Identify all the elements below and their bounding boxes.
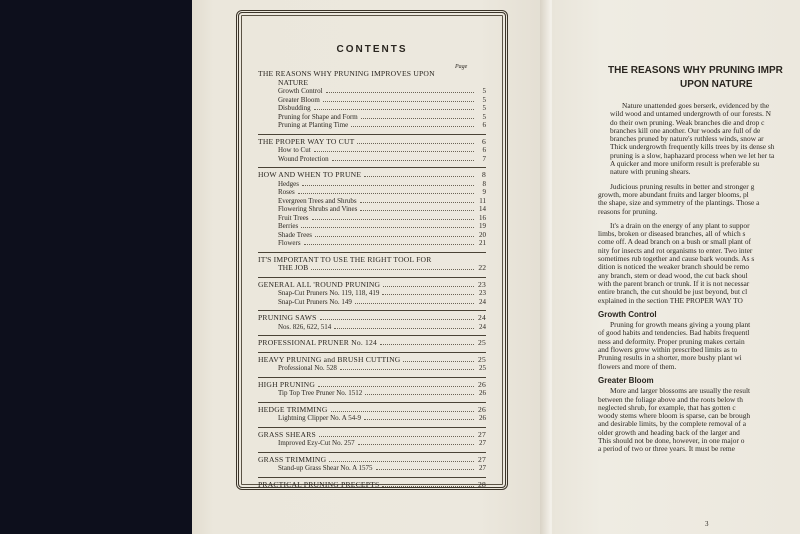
text-line: wild wood and untamed undergrowth of our forests. N (610, 109, 771, 119)
toc-page-number: 6 (482, 121, 486, 129)
toc-leader-dots (364, 176, 474, 177)
toc-page-number: 6 (482, 136, 486, 146)
toc-page-number: 26 (478, 404, 486, 414)
toc-entry-title: Stand-up Grass Shear No. A 1575 (278, 464, 373, 472)
toc-leader-dots (382, 486, 474, 487)
text-line: entire branch, the cut should be just beyond, but cl (598, 287, 748, 297)
toc-entry-title: Nos. 826, 622, 514 (278, 322, 332, 331)
toc-subentry (258, 205, 486, 214)
toc-entry-title: PROFESSIONAL PRUNER No. 124 (258, 338, 378, 347)
toc-leader-dots (355, 303, 474, 304)
page-column-header: Page (455, 64, 468, 70)
text-line: branches kill one another. Our woods are full of de (610, 125, 761, 135)
toc-subentry (258, 239, 486, 248)
toc-page-number: 26 (479, 389, 486, 397)
toc-leader-dots (383, 286, 474, 287)
text-line: neglected shrub, for example, that has gotten c (598, 402, 736, 412)
text-line: woody stems where bloom is sparse, can be brough (598, 411, 751, 421)
toc-page-number: 24 (479, 322, 486, 331)
text-line: older growth and heading back of the larger and (598, 427, 740, 437)
toc-entry-title: Pruning at Planting Time (278, 121, 349, 129)
toc-divider (258, 477, 486, 478)
text-line: Pruning for growth means giving a young plant (610, 320, 751, 330)
toc-page-number: 25 (478, 338, 486, 347)
chapter-title-line: THE REASONS WHY PRUNING IMPR (608, 65, 783, 76)
paragraph-2 (598, 183, 800, 216)
toc-entry (258, 431, 486, 440)
toc-page-number: 5 (482, 95, 486, 104)
toc-entry-title: IT'S IMPORTANT TO USE THE RIGHT TOOL FOR (258, 254, 432, 264)
toc-page-number: 23 (478, 279, 486, 289)
toc-entry-title: Improved Ezy-Cut No. 257 (278, 439, 355, 447)
toc-leader-dots (382, 294, 474, 295)
toc-entry-title: HOW AND WHEN TO PRUNE (258, 170, 362, 179)
toc-leader-dots (376, 469, 475, 470)
toc-divider (258, 277, 486, 278)
toc-leader-dots (332, 160, 474, 161)
text-line: pruning is a slow, haphazard process when we let her ta (610, 150, 775, 160)
toc-leader-dots (298, 193, 474, 194)
toc-page-number: 27 (479, 439, 486, 447)
toc-page-number: 28 (478, 479, 486, 489)
toc-page-number: 6 (482, 146, 486, 154)
toc-subentry (258, 104, 486, 113)
toc-page-number: 22 (478, 263, 486, 272)
toc-page-number: 5 (482, 112, 486, 121)
toc-entry-title: Wound Protection (278, 154, 329, 163)
section-heading-growth-control: Growth Control (598, 309, 657, 319)
toc-entry-title: Flowering Shrubs and Vines (278, 205, 358, 213)
toc-page-number: 8 (482, 170, 486, 179)
text-line: limbs, broken or diseased branches, all of which s (598, 229, 746, 239)
toc-subentry (258, 439, 486, 448)
toc-entry-title: Fruit Trees (278, 213, 309, 222)
toc-subentry (258, 121, 486, 130)
toc-entry-title: THE PROPER WAY TO CUT (258, 136, 355, 146)
toc-page-number: 24 (478, 313, 486, 322)
toc-subentry (258, 96, 486, 105)
toc-leader-dots (334, 328, 474, 329)
toc-subentry (258, 155, 486, 164)
toc-page-number: 9 (482, 188, 486, 196)
toc-divider (258, 352, 486, 353)
toc-entry-title: Tip Top Tree Pruner No. 1512 (278, 389, 363, 397)
paragraph-intro (598, 102, 800, 177)
text-line: dition is noticed the weaker branch should be remo (598, 262, 750, 272)
paragraph-5 (598, 387, 800, 453)
toc-entry (258, 171, 486, 180)
toc-divider (258, 252, 486, 253)
toc-leader-dots (365, 394, 474, 395)
text-line: More and larger blossoms are usually the result (610, 386, 751, 396)
page-number: 3 (705, 520, 709, 528)
toc-page-number: 11 (479, 196, 486, 205)
text-line: It's a drain on the energy of any plant to suppor (610, 220, 750, 230)
toc-entry-title: Evergreen Trees and Shrubs (278, 196, 357, 205)
toc-page-number: 21 (479, 239, 486, 247)
text-line: and desirable limits, by the complete removal of a (598, 419, 746, 429)
toc-entry (258, 264, 486, 273)
text-line: This should not be done, however, in one major o (598, 435, 745, 445)
toc-leader-dots (323, 101, 474, 102)
toc-entry-title: HEAVY PRUNING and BRUSH CUTTING (258, 354, 401, 364)
toc-leader-dots (302, 185, 474, 186)
toc-divider (258, 452, 486, 453)
text-line: any branch, stem or dead wood, the cut back shoul (598, 270, 748, 280)
toc-leader-dots (357, 143, 474, 144)
toc-page-number: 8 (482, 179, 486, 188)
toc-leader-dots (301, 227, 474, 228)
text-line: of good habits and tendencies. Bad habits frequentl (598, 328, 750, 338)
paragraph-4 (598, 321, 800, 371)
toc-leader-dots (315, 236, 474, 237)
toc-leader-dots (326, 92, 474, 93)
toc-entry-title: GENERAL ALL 'ROUND PRUNING (258, 279, 381, 289)
chapter-title-line: UPON NATURE (680, 79, 753, 90)
toc-entry-title: THE JOB (278, 263, 309, 272)
toc-subentry (258, 231, 486, 240)
toc-entry-title: Hedges (278, 179, 299, 188)
toc-entry (258, 356, 486, 365)
toc-subentry (258, 87, 486, 96)
toc-entry-title: THE REASONS WHY PRUNING IMPROVES UPON (258, 69, 435, 78)
chapter-title (608, 64, 800, 92)
toc-leader-dots (314, 151, 474, 152)
toc-leader-dots (403, 361, 474, 362)
text-line: explained in the section THE PROPER WAY TO (598, 295, 743, 305)
toc-page-number: 14 (479, 205, 486, 213)
toc-entry (258, 456, 486, 465)
toc-subentry (258, 222, 486, 231)
toc-divider (258, 310, 486, 311)
toc-page-number: 16 (479, 213, 486, 222)
text-line: with the parent branch or trunk. If it is not necessar (598, 278, 750, 288)
toc-divider (258, 167, 486, 168)
text-line: between the foliage above and the roots below th (598, 394, 743, 404)
toc-subentry (258, 180, 486, 189)
toc-leader-dots (380, 344, 474, 345)
toc-subentry (258, 289, 486, 298)
toc-entry-title: Pruning for Shape and Form (278, 112, 358, 121)
text-line: flowers and more of them. (598, 361, 677, 371)
toc-entry-title: PRACTICAL PRUNING PRECEPTS (258, 479, 380, 489)
toc-subentry (258, 113, 486, 122)
toc-page-number: 5 (482, 104, 486, 112)
chapter-body (598, 102, 800, 460)
toc-leader-dots (320, 319, 474, 320)
toc-subentry (258, 389, 486, 398)
toc-subentry (258, 323, 486, 332)
toc-entry-title: Growth Control (278, 87, 323, 95)
toc-divider (258, 134, 486, 135)
toc-entry-title: Shade Trees (278, 230, 313, 239)
text-line: Thick undergrowth frequently kills trees by its dense sh (610, 142, 775, 152)
toc-leader-dots (312, 219, 474, 220)
toc-leader-dots (331, 411, 474, 412)
toc-entry (258, 381, 486, 390)
toc-leader-dots (358, 444, 474, 445)
toc-entry-title: NATURE (278, 77, 308, 87)
toc-leader-dots (360, 202, 474, 203)
toc-leader-dots (351, 126, 474, 127)
toc-entry-title: HIGH PRUNING (258, 379, 316, 389)
toc-entry-title: Disbudding (278, 104, 311, 112)
text-line: A quicker and more uniform result is preferable su (610, 159, 760, 169)
text-line: branches pruned by nature's ruthless winds, snow ar (610, 134, 764, 144)
toc-page-number: 27 (478, 429, 486, 439)
toc-entry-title: Professional No. 528 (278, 364, 337, 372)
toc-entry-title: GRASS TRIMMING (258, 454, 327, 464)
toc-page-number: 26 (479, 414, 486, 422)
toc-subentry (258, 364, 486, 373)
toc-entry (258, 314, 486, 323)
text-line: and flowers grow within prescribed limits as to (598, 345, 738, 355)
toc-subentry (258, 464, 486, 473)
toc-entry (258, 481, 486, 490)
toc-divider (258, 335, 486, 336)
toc-leader-dots (319, 436, 474, 437)
toc-subentry (258, 146, 486, 155)
toc-subentry (258, 188, 486, 197)
text-line: the shape, size and symmetry of the plantings. Those a (598, 198, 760, 208)
table-of-contents (258, 70, 486, 489)
toc-entry (258, 281, 486, 290)
toc-leader-dots (340, 369, 474, 370)
toc-entry (258, 79, 486, 88)
text-line: growth, more abundant fruits and larger blooms, pl (598, 189, 749, 199)
contents-title: CONTENTS (336, 44, 408, 55)
text-line: Judicious pruning results in better and stronger g (610, 181, 755, 191)
toc-entry-title: Flowers (278, 239, 301, 247)
toc-entry-title: HEDGE TRIMMING (258, 404, 328, 414)
toc-entry-title: Berries (278, 222, 299, 230)
toc-page-number: 25 (479, 364, 486, 372)
section-heading-greater-bloom: Greater Bloom (598, 375, 654, 385)
toc-page-number: 26 (478, 379, 486, 389)
toc-leader-dots (364, 419, 474, 420)
toc-subentry (258, 197, 486, 206)
text-line: ness and deformity. Proper pruning makes certain (598, 336, 745, 346)
text-line: do their own pruning. Weak branches die and drop c (610, 117, 765, 127)
toc-entry-title: Lightning Clipper No. A 54-9 (278, 414, 362, 422)
toc-leader-dots (360, 210, 474, 211)
toc-divider (258, 377, 486, 378)
toc-entry-title: Snap-Cut Pruners No. 119, 118, 419 (278, 289, 380, 297)
toc-page-number: 5 (482, 87, 486, 95)
toc-entry-title: PRUNING SAWS (258, 313, 317, 322)
toc-leader-dots (314, 109, 474, 110)
toc-page-number: 7 (482, 154, 486, 163)
toc-entry-title: Greater Bloom (278, 95, 320, 104)
text-line: come off. A dead branch on a bush or small plant of (598, 237, 751, 247)
toc-page-number: 25 (478, 354, 486, 364)
text-line: reasons for pruning. (598, 206, 658, 216)
toc-leader-dots (311, 269, 474, 270)
toc-leader-dots (329, 461, 474, 462)
toc-entry-title: Snap-Cut Pruners No. 149 (278, 297, 352, 306)
toc-entry (258, 406, 486, 415)
toc-divider (258, 402, 486, 403)
toc-page-number: 19 (479, 222, 486, 230)
toc-entry-title: GRASS SHEARS (258, 429, 316, 439)
toc-page-number: 24 (479, 297, 486, 306)
toc-divider (258, 427, 486, 428)
toc-page-number: 23 (479, 289, 486, 297)
toc-entry (258, 138, 486, 147)
toc-subentry (258, 298, 486, 307)
text-line: Nature unattended goes berserk, evidenced by the (622, 101, 770, 110)
toc-entry-title: Roses (278, 188, 295, 196)
toc-leader-dots (318, 386, 474, 387)
toc-subentry (258, 214, 486, 223)
toc-page-number: 20 (479, 230, 486, 239)
toc-leader-dots (361, 118, 474, 119)
text-line: sometimes rub together and cause bark wounds. As s (598, 254, 755, 264)
toc-leader-dots (304, 244, 474, 245)
toc-page-number: 27 (478, 454, 486, 464)
text-line: Pruning results in a shorter, more bushy plant wi (598, 353, 742, 363)
text-line: a period of two or three years. It must be reme (598, 444, 735, 454)
toc-entry-title: How to Cut (278, 146, 311, 154)
toc-subentry (258, 414, 486, 423)
text-line: nity for insects and rot organisms to enter. Two inter (598, 245, 753, 255)
text-line: nature with pruning shears. (610, 167, 691, 177)
toc-page-number: 27 (479, 464, 486, 472)
paragraph-3 (598, 222, 800, 305)
toc-entry (258, 339, 486, 348)
